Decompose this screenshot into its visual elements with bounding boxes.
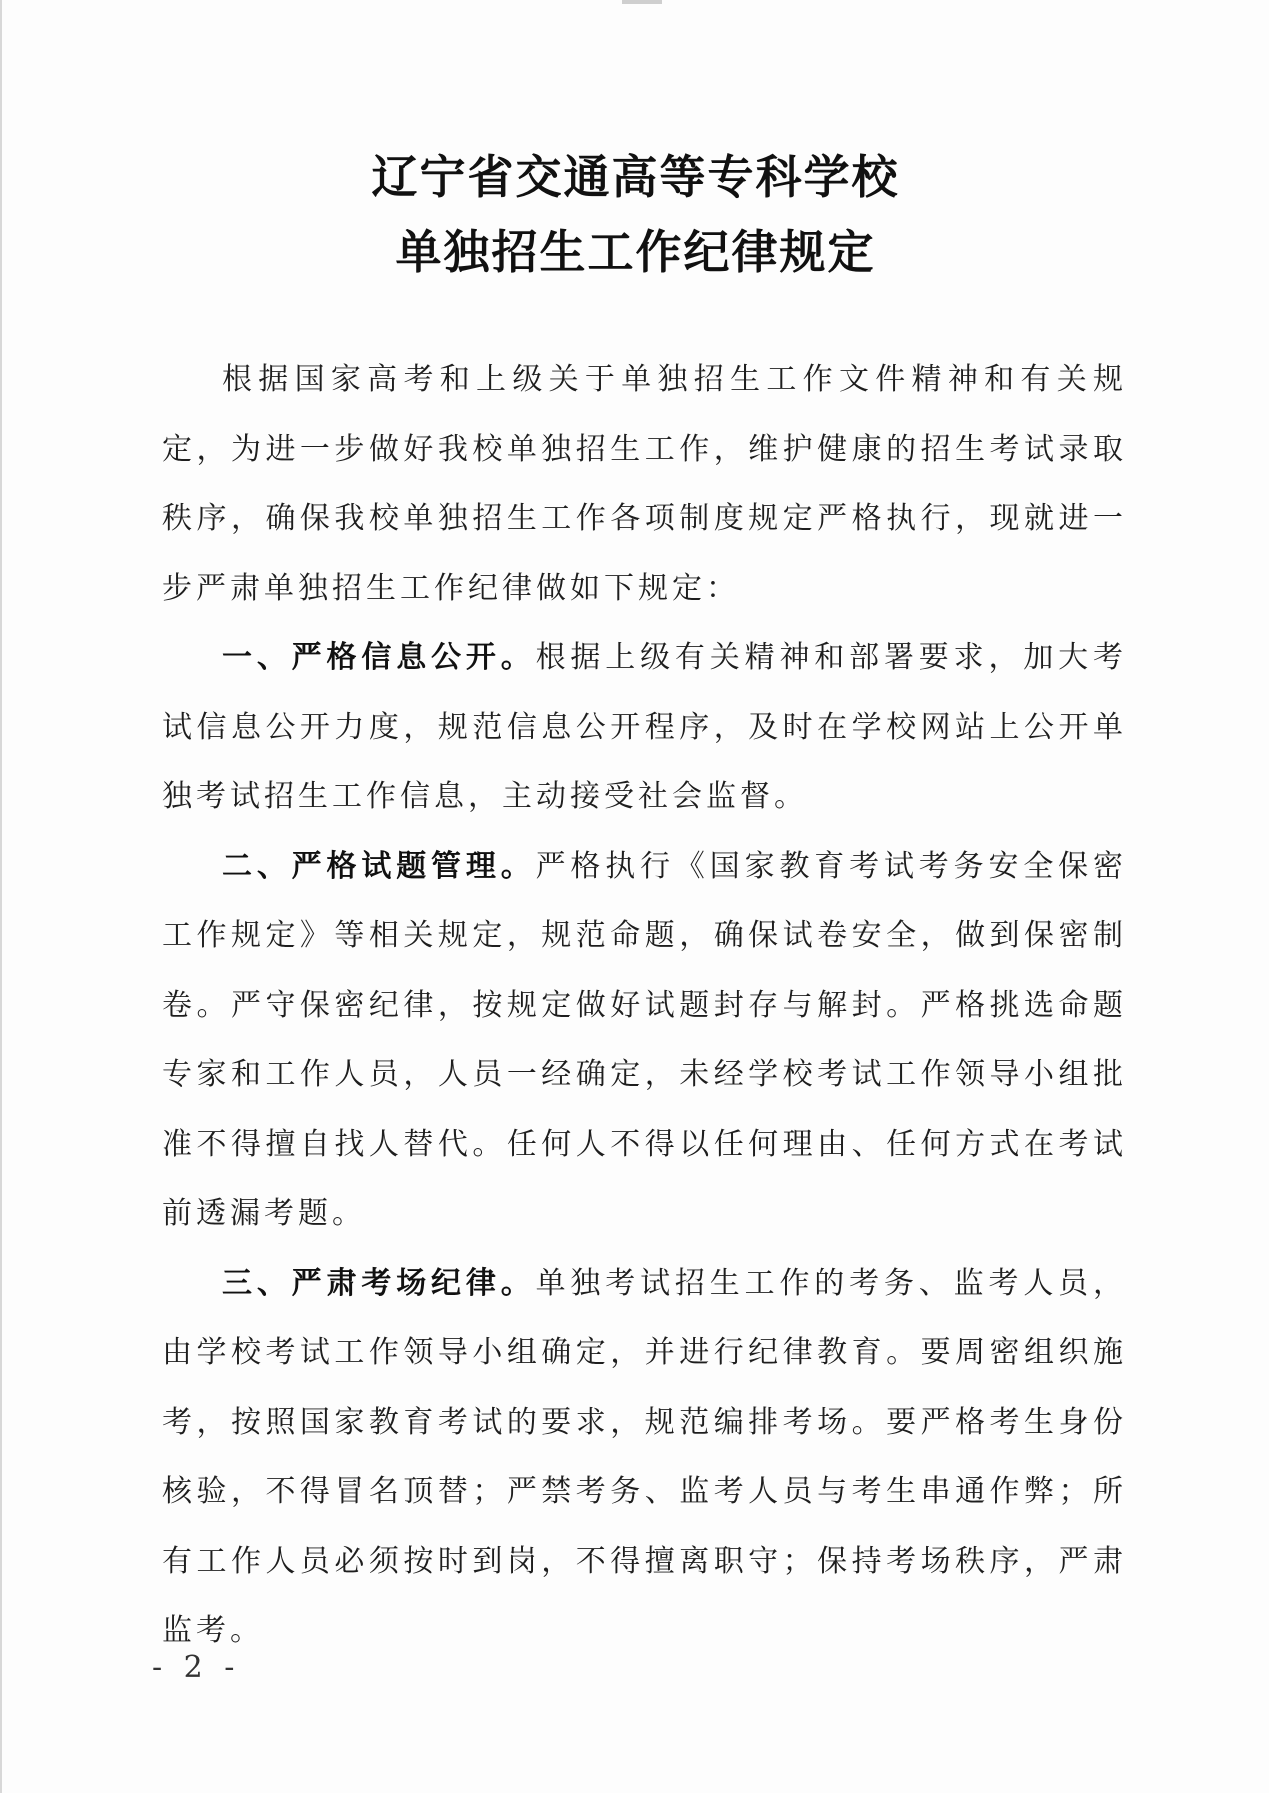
section-heading: 二、严格试题管理。 [222, 848, 536, 884]
scan-mark [622, 0, 662, 4]
title-line-1: 辽宁省交通高等专科学校 [371, 150, 900, 204]
section-text: 单独考试招生工作的考务、监考人员，由学校考试工作领导小组确定，并进行纪律教育。要周密组织施考，按照国家教育考试的要求，规范编排考场。要严格考生身份核验，不得冒名顶替；严禁考务、监考人员与考生串通作弊；所有工作人员必须按时到岗，不得擅离职守；保持考场秩序，严肃监考。 [162, 1265, 1128, 1648]
intro-paragraph: 根据国家高考和上级关于单独招生工作文件精神和有关规定，为进一步做好我校单独招生工作，维护健康的招生考试录取秩序，确保我校单独招生工作各项制度规定严格执行，现就进一步严肃单独招生工作纪律做如下规定： [162, 362, 1127, 606]
document-title [2, 140, 1269, 290]
page-number: - 2 - [152, 1650, 241, 1685]
section-heading: 三、严肃考场纪律。 [222, 1265, 536, 1301]
section-text: 严格执行《国家教育考试考务安全保密工作规定》等相关规定，规范命题，确保试卷安全，做到保密制卷。严守保密纪律，按规定做好试题封存与解封。严格挑选命题专家和工作人员，人员一经确定，未经学校考试工作领导小组批准不得擅自找人替代。任何人不得以任何理由、任何方式在考试前透漏考题。 [162, 848, 1128, 1231]
section-heading: 一、严格信息公开。 [222, 640, 536, 675]
title-line-2: 单独招生工作纪律规定 [395, 225, 876, 279]
section-text: 根据上级有关精神和部署要求，加大考试信息公开力度，规范信息公开程序，及时在学校网站上公开单独考试招生工作信息，主动接受社会监督。 [162, 640, 1128, 814]
section-paragraph [162, 623, 1127, 832]
document-body [162, 345, 1127, 1666]
section-paragraph [162, 1249, 1127, 1666]
section-paragraph [162, 832, 1127, 1249]
